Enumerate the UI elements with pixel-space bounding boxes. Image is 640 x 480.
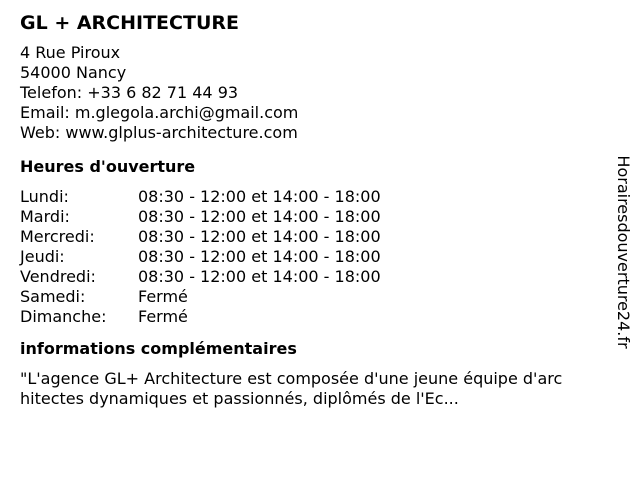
hours-time: 08:30 - 12:00 et 14:00 - 18:00 (138, 207, 381, 226)
hours-time: 08:30 - 12:00 et 14:00 - 18:00 (138, 227, 381, 246)
email-label: Email: (20, 103, 70, 122)
email-row (20, 103, 600, 123)
web-link[interactable]: www.glplus-architecture.com (65, 123, 298, 142)
hours-row-tuesday (20, 207, 600, 227)
hours-day: Lundi: (20, 187, 69, 206)
site-watermark[interactable]: Horairesdouverture24.fr (614, 155, 633, 349)
hours-day: Mercredi: (20, 227, 95, 246)
email-address[interactable]: m.glegola.archi@gmail.com (74, 103, 299, 122)
hours-time: 08:30 - 12:00 et 14:00 - 18:00 (138, 187, 381, 206)
hours-day: Vendredi: (20, 267, 96, 286)
hours-time: 08:30 - 12:00 et 14:00 - 18:00 (138, 267, 381, 286)
business-card (20, 10, 600, 409)
business-name: GL + ARCHITECTURE (20, 12, 239, 34)
hours-day: Dimanche: (20, 307, 107, 326)
hours-row-sunday (20, 307, 600, 327)
hours-time: 08:30 - 12:00 et 14:00 - 18:00 (138, 247, 381, 266)
web-label: Web: (20, 123, 61, 142)
opening-hours-heading: Heures d'ouverture (20, 157, 196, 176)
address-street: 4 Rue Piroux (20, 43, 121, 62)
address-city: 54000 Nancy (20, 63, 127, 82)
hours-day: Mardi: (20, 207, 70, 226)
hours-time: Fermé (138, 287, 188, 306)
business-description: "L'agence GL+ Architecture est composée d'une jeune équipe d'architectes dynamiques et passionnés, diplômés de l'Ec... (20, 369, 563, 408)
hours-row-wednesday (20, 227, 600, 247)
hours-row-saturday (20, 287, 600, 307)
phone-row (20, 83, 600, 103)
hours-row-friday (20, 267, 600, 287)
phone-label: Telefon: (20, 83, 83, 102)
hours-row-monday (20, 187, 600, 207)
hours-day: Jeudi: (20, 247, 65, 266)
phone-number[interactable]: +33 6 82 71 44 93 (87, 83, 239, 102)
additional-info-heading: informations complémentaires (20, 339, 297, 358)
hours-time: Fermé (138, 307, 188, 326)
web-row (20, 123, 600, 143)
opening-hours-table (20, 187, 600, 327)
hours-day: Samedi: (20, 287, 86, 306)
hours-row-thursday (20, 247, 600, 267)
